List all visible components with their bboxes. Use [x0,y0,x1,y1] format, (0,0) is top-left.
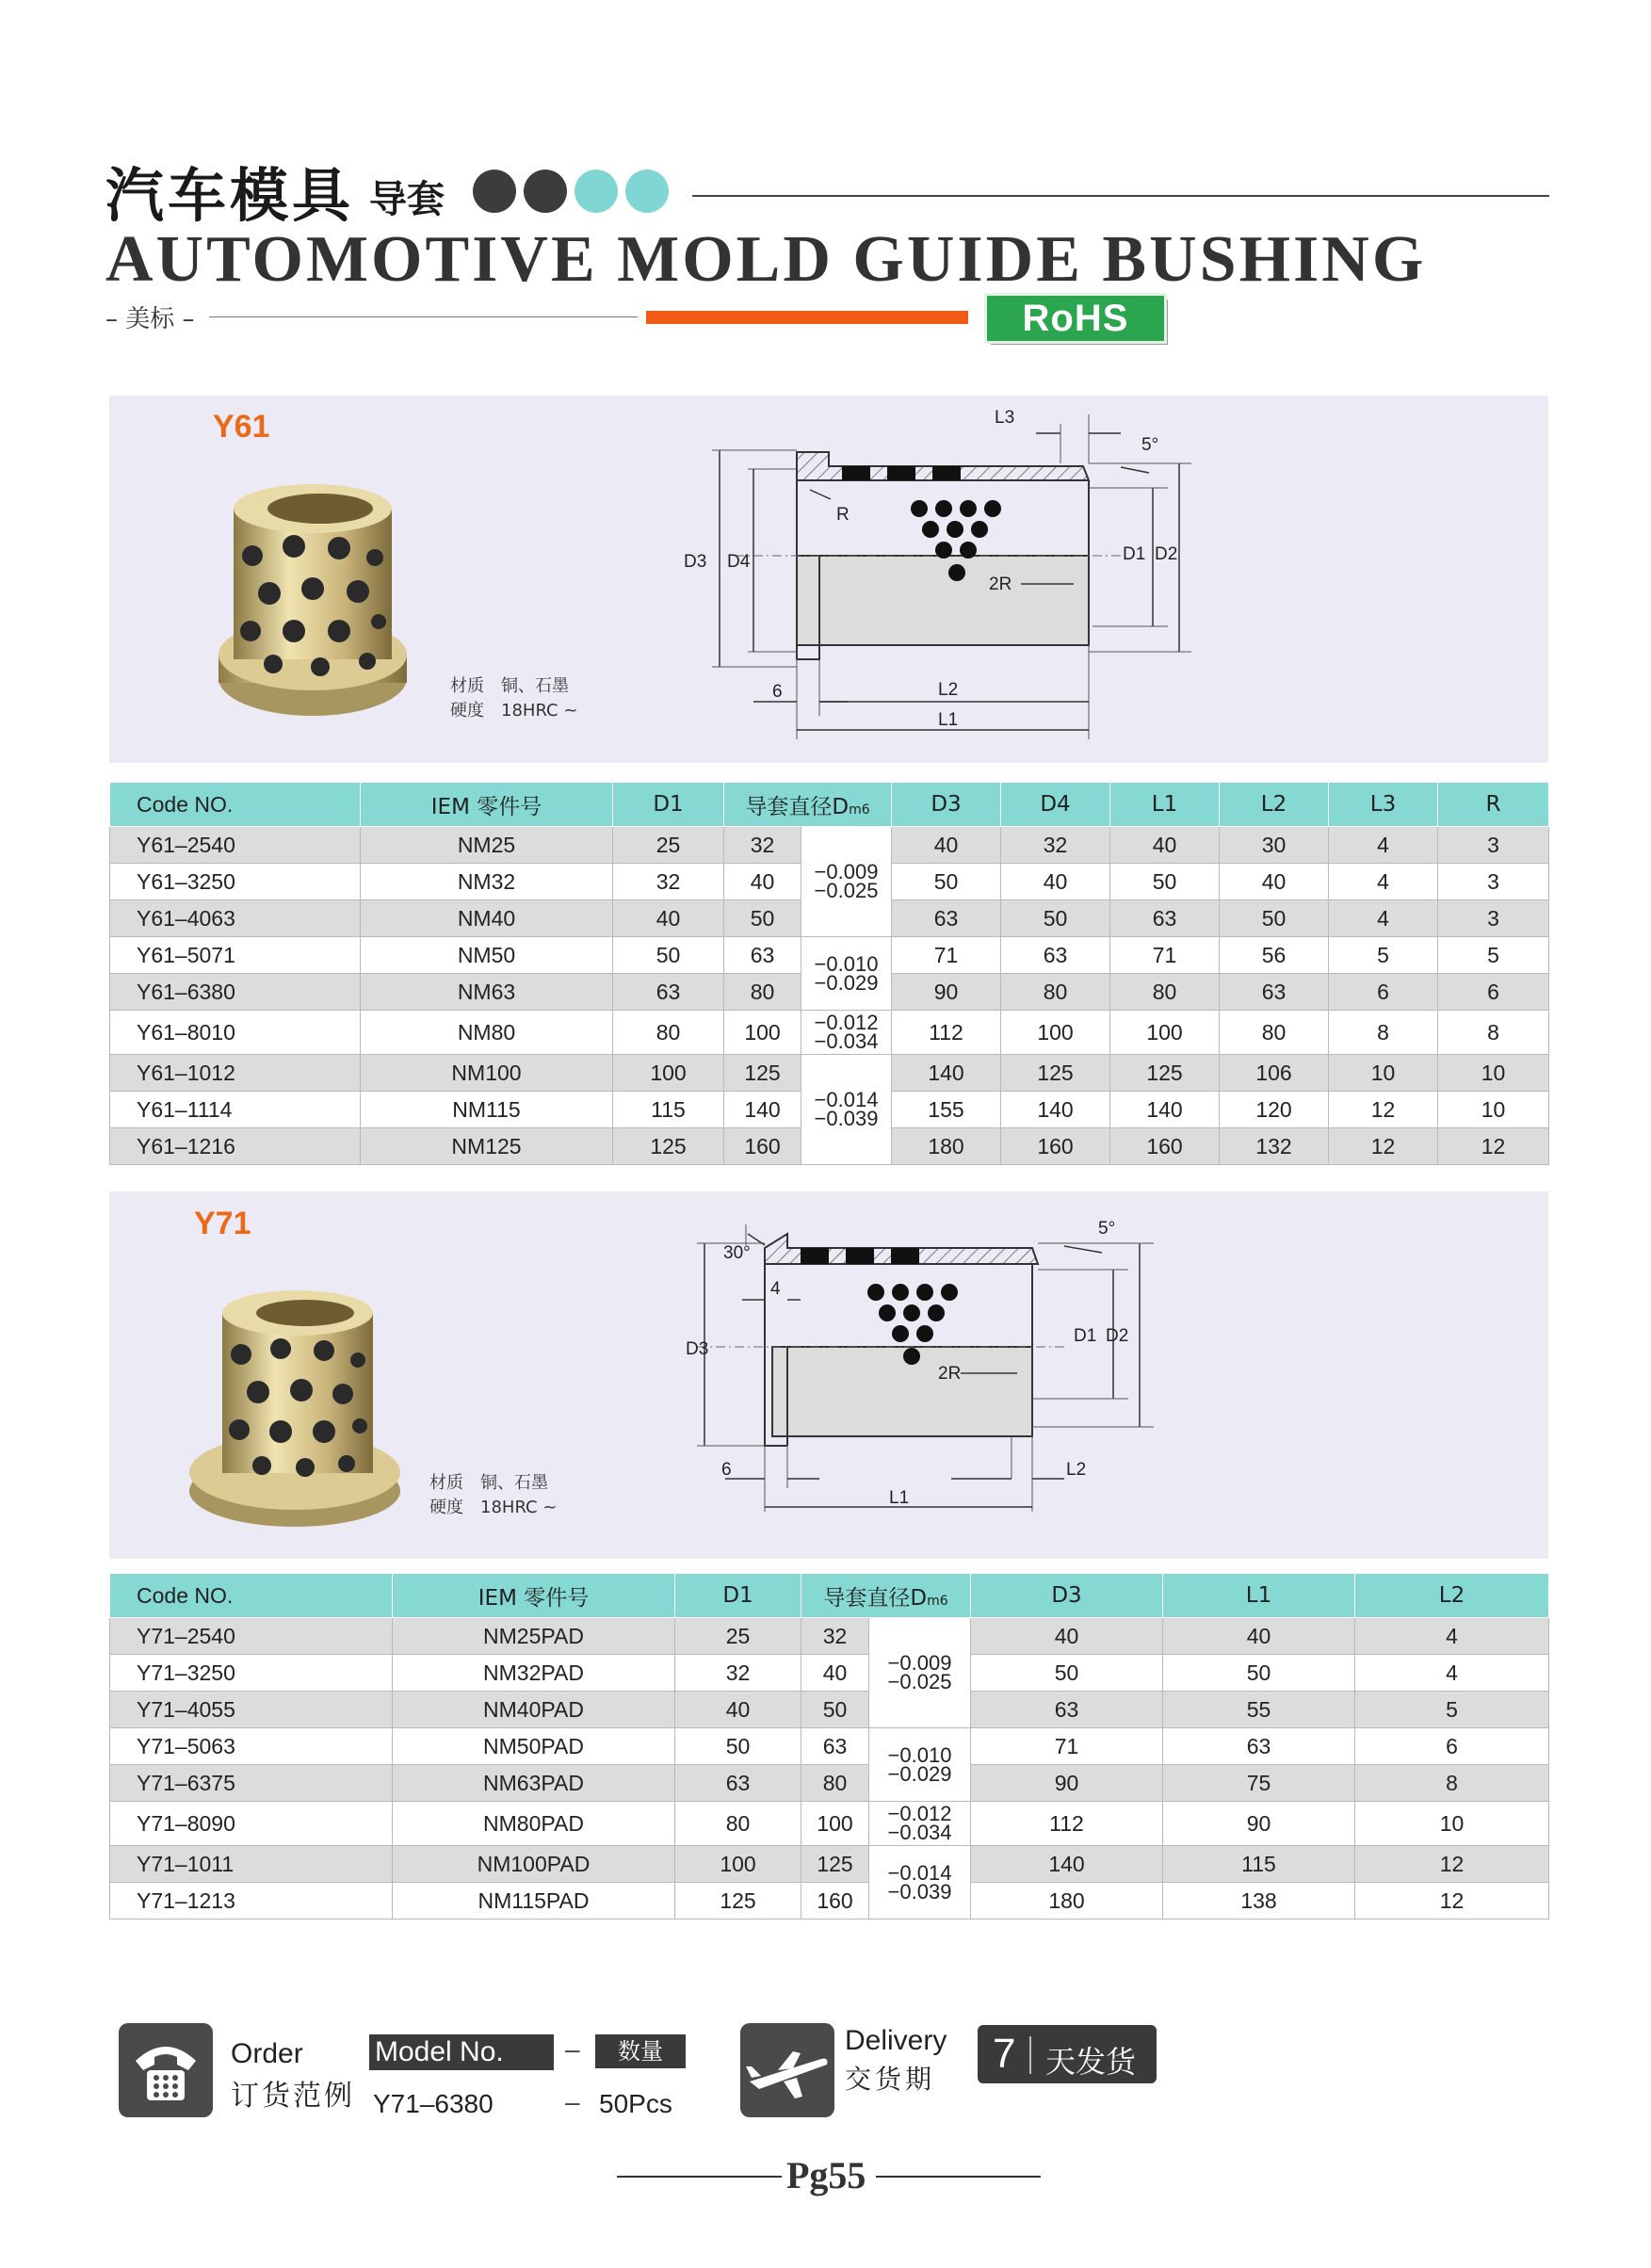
y71-label-d2: D2 [1106,1326,1129,1346]
phone-icon [119,2023,213,2117]
table-row [110,937,1549,974]
cell: 100 [613,1055,724,1092]
tolerance-cell [801,827,892,937]
tol-lower: −0.025 [814,879,879,902]
cell: 4 [1329,900,1438,937]
y61-header-r: R [1438,783,1549,827]
cell: 100 [724,1011,801,1055]
cell: 12 [1355,1846,1549,1883]
table-row [110,1883,1549,1920]
cell: 63 [724,937,801,974]
cell: 115 [613,1092,724,1128]
cell: Y61–1216 [110,1128,361,1165]
tol-lower: −0.034 [887,1821,952,1844]
cell: 71 [892,937,1001,974]
model-no-label: Model No. [369,2034,554,2070]
y71-code: Y71 [194,1206,251,1241]
y71-header-l2: L2 [1355,1574,1549,1618]
y61-header-dm6 [724,783,892,827]
cell: 3 [1438,900,1549,937]
cell: 40 [801,1655,869,1692]
tolerance-cell [869,1728,971,1802]
cell: 6 [1438,974,1549,1011]
cell: 120 [1220,1092,1329,1128]
cell: 132 [1220,1128,1329,1165]
tolerance-cell [869,1618,971,1728]
header-rule [692,195,1549,197]
cell: 50 [1110,864,1220,900]
cell: 5 [1355,1692,1549,1728]
cell: 10 [1355,1802,1549,1846]
y71-label-5deg: 5° [1098,1219,1116,1239]
cell: 140 [724,1092,801,1128]
y71-hardness: 硬度 18HRC ~ [429,1498,558,1517]
cell: Y71–5063 [110,1728,393,1765]
y61-code: Y61 [213,409,270,445]
rohs-badge: RoHS [987,296,1164,341]
y61-header-dm6-main: 导套直径D [745,794,850,819]
cell: 8 [1438,1011,1549,1055]
y71-label-d3: D3 [686,1339,709,1359]
y61-label-r: R [836,505,850,525]
cell: 112 [892,1011,1001,1055]
cell: 63 [1001,937,1110,974]
y61-spec-table [109,782,1549,1165]
cell: 125 [801,1846,869,1883]
cell: 155 [892,1092,1001,1128]
cell: Y61–5071 [110,937,361,974]
page-title-cn-suffix: 导套 [369,178,445,221]
cell: 100 [675,1846,801,1883]
cell: 50 [1001,900,1110,937]
delivery-days-text: 天发货 [1045,2044,1137,2080]
cell: 10 [1438,1092,1549,1128]
y61-header-dm6-sub: m6 [849,802,870,818]
table-row [110,1765,1549,1802]
y61-bushing-photo [207,480,414,735]
order-label-cn: 订货范例 [231,2080,355,2113]
cell: NM25 [361,827,613,864]
y61-label-l2: L2 [938,680,959,700]
cell: 40 [613,900,724,937]
cell: 40 [1001,864,1110,900]
y61-label-d1: D1 [1123,544,1146,564]
cell: 8 [1329,1011,1438,1055]
table-row [110,1728,1549,1765]
cell: 115 [1163,1846,1355,1883]
cell: 30 [1220,827,1329,864]
cell: NM25PAD [393,1618,675,1655]
table-row [110,1802,1549,1846]
cell: 80 [724,974,801,1011]
cell: 160 [1110,1128,1220,1165]
cell: 5 [1329,937,1438,974]
cell: 63 [1163,1728,1355,1765]
tol-upper: −0.014 [887,1860,952,1885]
order-label-en: Order [231,2038,303,2069]
cell: NM100PAD [393,1846,675,1883]
cell: Y71–4055 [110,1692,393,1728]
y61-header-iem: IEM 零件号 [361,783,613,827]
cell: 40 [892,827,1001,864]
dash-1: – [565,2034,580,2064]
cell: Y71–8090 [110,1802,393,1846]
tolerance-cell [801,1055,892,1165]
title-dot-3 [575,170,618,213]
tol-upper: −0.012 [887,1802,952,1825]
cell: 3 [1438,864,1549,900]
cell: 50 [613,937,724,974]
cell: 4 [1355,1618,1549,1655]
qty-value: 50Pcs [599,2089,672,2118]
cell: 75 [1163,1765,1355,1802]
tol-upper: −0.012 [814,1011,879,1034]
cell: 12 [1438,1128,1549,1165]
cell: 125 [1001,1055,1110,1092]
cell: 10 [1329,1055,1438,1092]
cell: 40 [1163,1618,1355,1655]
cell: 71 [1110,937,1220,974]
tol-lower: −0.039 [887,1879,952,1904]
cell: NM40PAD [393,1692,675,1728]
y71-label-l1: L1 [889,1488,910,1508]
y61-header-d3: D3 [892,783,1001,827]
cell: 56 [1220,937,1329,974]
y61-label-d3: D3 [684,552,707,572]
cell: 40 [675,1692,801,1728]
y61-label-2r: 2R [989,575,1012,594]
cell: 63 [892,900,1001,937]
cell: Y61–8010 [110,1011,361,1055]
cell: Y61–6380 [110,974,361,1011]
y61-header-d4: D4 [1001,783,1110,827]
y71-header-dm6-main: 导套直径D [823,1585,928,1611]
cell: 160 [801,1883,869,1920]
cell: Y61–4063 [110,900,361,937]
y61-label-l1: L1 [938,710,959,730]
cell: 63 [613,974,724,1011]
standard-rule [209,316,638,317]
table-row [110,1055,1549,1092]
y61-material: 材质 铜、石墨 [450,676,569,696]
y71-label-2r: 2R [938,1364,962,1384]
tol-upper: −0.010 [887,1742,952,1767]
cell: 32 [801,1618,869,1655]
tol-lower: −0.039 [814,1107,879,1130]
table-row [110,1618,1549,1655]
cell: NM40 [361,900,613,937]
cell: 90 [971,1765,1163,1802]
cell: NM50PAD [393,1728,675,1765]
cell: 12 [1329,1128,1438,1165]
cell: 140 [1110,1092,1220,1128]
y71-header-l1: L1 [1163,1574,1355,1618]
delivery-divider [1029,2036,1031,2074]
y61-label-d2: D2 [1155,544,1178,564]
cell: 138 [1163,1883,1355,1920]
cell: Y71–6375 [110,1765,393,1802]
cell: 80 [1001,974,1110,1011]
y71-label-4: 4 [770,1279,781,1299]
cell: NM115 [361,1092,613,1128]
cell: 40 [1220,864,1329,900]
page-number: Pg55 [786,2154,866,2196]
cell: NM80PAD [393,1802,675,1846]
delivery-label-cn: 交货期 [845,2064,936,2095]
cell: 3 [1438,827,1549,864]
cell: 63 [801,1728,869,1765]
cell: NM63PAD [393,1765,675,1802]
title-dot-2 [524,170,567,213]
y71-label-d1: D1 [1074,1326,1097,1346]
table-row [110,1011,1549,1055]
delivery-days: 7 [993,2031,1016,2077]
cell: 80 [613,1011,724,1055]
cell: 80 [801,1765,869,1802]
y61-header-d1: D1 [613,783,724,827]
cell: NM32PAD [393,1655,675,1692]
cell: 32 [724,827,801,864]
cell: 63 [675,1765,801,1802]
page-rule-left [617,2176,782,2178]
y71-label-30deg: 30° [723,1243,751,1263]
tolerance-cell [869,1802,971,1846]
title-dot-1 [473,170,516,213]
delivery-badge [978,2025,1157,2083]
title-dot-4 [625,170,669,213]
cell: 180 [971,1883,1163,1920]
cell: 4 [1329,827,1438,864]
cell: 32 [613,864,724,900]
cell: Y71–2540 [110,1618,393,1655]
cell: Y61–1012 [110,1055,361,1092]
tol-upper: −0.010 [814,951,879,976]
qty-label: 数量 [595,2034,686,2068]
cell: 180 [892,1128,1001,1165]
dash-2: – [565,2087,580,2116]
table-row [110,1655,1549,1692]
y71-header-dm6-sub: m6 [927,1593,948,1609]
cell: NM32 [361,864,613,900]
cell: NM63 [361,974,613,1011]
cell: 100 [801,1802,869,1846]
y71-technical-drawing [678,1215,1168,1540]
cell: 160 [1001,1128,1110,1165]
cell: Y61–3250 [110,864,361,900]
tol-lower: −0.034 [814,1029,879,1053]
y61-header-l3: L3 [1329,783,1438,827]
cell: 63 [1110,900,1220,937]
cell: 90 [1163,1802,1355,1846]
cell: 100 [1110,1011,1220,1055]
cell: 10 [1438,1055,1549,1092]
standard-label: – 美标 – [105,305,195,333]
cell: Y71–1011 [110,1846,393,1883]
cell: NM50 [361,937,613,974]
y71-label-6: 6 [721,1460,732,1480]
tol-upper: −0.009 [814,860,879,883]
cell: 125 [1110,1055,1220,1092]
cell: Y71–1213 [110,1883,393,1920]
y61-header-code: Code NO. [110,783,361,827]
cell: 50 [892,864,1001,900]
cell: 4 [1329,864,1438,900]
cell: 6 [1355,1728,1549,1765]
cell: 100 [1001,1011,1110,1055]
cell: 50 [801,1692,869,1728]
y71-bushing-photo [186,1279,403,1533]
cell: 4 [1355,1655,1549,1692]
cell: 80 [1220,1011,1329,1055]
y61-label-5deg: 5° [1141,435,1159,455]
airplane-icon [740,2023,834,2117]
y71-material: 材质 铜、石墨 [429,1473,548,1493]
cell: 71 [971,1728,1163,1765]
page-title-en: AUTOMOTIVE MOLD GUIDE BUSHING [105,223,1427,296]
y71-header-d1: D1 [675,1574,801,1618]
y61-header-l2: L2 [1220,783,1329,827]
cell: 50 [1163,1655,1355,1692]
page-rule-right [876,2176,1041,2178]
cell: 50 [675,1728,801,1765]
cell: 50 [724,900,801,937]
cell: 25 [675,1618,801,1655]
cell: 5 [1438,937,1549,974]
y61-hardness: 硬度 18HRC ~ [450,701,578,721]
cell: NM125 [361,1128,613,1165]
y61-label-6: 6 [772,682,783,702]
cell: 63 [971,1692,1163,1728]
cell: Y61–1114 [110,1092,361,1128]
cell: 12 [1329,1092,1438,1128]
cell: 40 [724,864,801,900]
cell: 125 [724,1055,801,1092]
cell: 55 [1163,1692,1355,1728]
tol-lower: −0.029 [887,1761,952,1786]
tol-lower: −0.029 [814,970,879,995]
cell: 125 [613,1128,724,1165]
cell: NM100 [361,1055,613,1092]
cell: 40 [1110,827,1220,864]
cell: NM80 [361,1011,613,1055]
cell: 50 [971,1655,1163,1692]
model-no-value: Y71–6380 [373,2089,494,2118]
cell: 50 [1220,900,1329,937]
cell: 140 [1001,1092,1110,1128]
table-row [110,1846,1549,1883]
cell: 8 [1355,1765,1549,1802]
y71-spec-table [109,1573,1549,1920]
cell: 80 [675,1802,801,1846]
cell: 106 [1220,1055,1329,1092]
y61-technical-drawing [678,405,1224,753]
cell: 140 [892,1055,1001,1092]
cell: 140 [971,1846,1163,1883]
tolerance-cell [869,1846,971,1920]
tolerance-cell [801,1011,892,1055]
y71-header-dm6 [801,1574,971,1618]
cell: Y61–2540 [110,827,361,864]
cell: 90 [892,974,1001,1011]
cell: 80 [1110,974,1220,1011]
cell: Y71–3250 [110,1655,393,1692]
tol-upper: −0.009 [887,1651,952,1675]
cell: 32 [675,1655,801,1692]
table-row [110,827,1549,864]
delivery-label-en: Delivery [845,2025,947,2056]
page-title-cn: 汽车模具 [105,161,355,230]
accent-bar [646,311,968,324]
y61-label-d4: D4 [727,552,751,572]
cell: 125 [675,1883,801,1920]
cell: 63 [1220,974,1329,1011]
y61-label-l3: L3 [995,408,1015,428]
table-row [110,1692,1549,1728]
y71-header-code: Code NO. [110,1574,393,1618]
cell: 32 [1001,827,1110,864]
y71-label-l2: L2 [1066,1460,1087,1480]
cell: 40 [971,1618,1163,1655]
y71-header-iem: IEM 零件号 [393,1574,675,1618]
tolerance-cell [801,937,892,1011]
cell: 6 [1329,974,1438,1011]
cell: 160 [724,1128,801,1165]
tol-upper: −0.014 [814,1088,879,1111]
cell: 12 [1355,1883,1549,1920]
y71-header-d3: D3 [971,1574,1163,1618]
y61-header-l1: L1 [1110,783,1220,827]
cell: NM115PAD [393,1883,675,1920]
cell: 25 [613,827,724,864]
cell: 112 [971,1802,1163,1846]
tol-lower: −0.025 [887,1670,952,1693]
